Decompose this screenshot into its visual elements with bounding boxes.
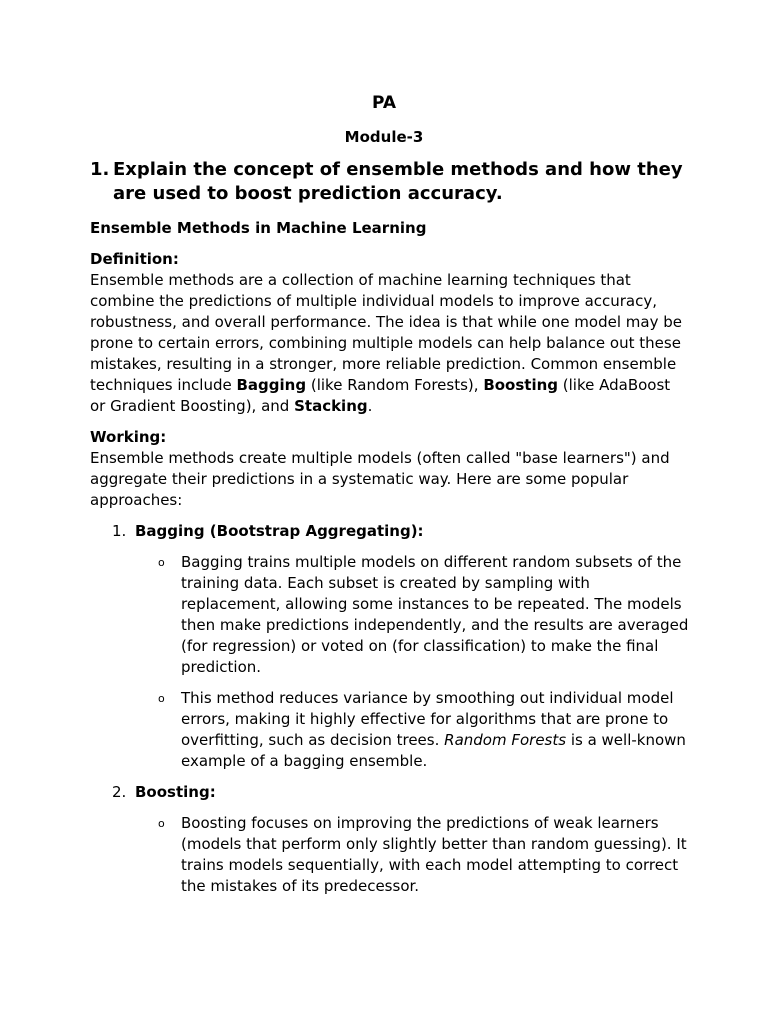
definition-block [90, 249, 690, 417]
question-line-2: are used to boost prediction accuracy. [113, 183, 503, 204]
definition-text-3: (like AdaBoost or Gradient Boosting), and [90, 376, 671, 415]
list-item [158, 688, 690, 772]
question-number: 1. [90, 159, 110, 180]
method-title: Bagging (Bootstrap Aggregating): [135, 522, 424, 540]
definition-paragraph [90, 270, 690, 417]
term-boosting: Boosting [483, 376, 559, 394]
page-subtitle: Module-3 [344, 128, 424, 146]
term-random-forests: Random Forests [444, 731, 567, 749]
definition-text-2: (like Random Forests), [306, 376, 484, 394]
bullet-text: Boosting focuses on improving the predictions of weak learners (models that perform only slightly better than random guessing). It trains models sequentially, with each model attempting to correct the mistakes of its predecessor. [181, 814, 687, 895]
method-number: 1. [112, 522, 127, 540]
working-label: Working: [90, 428, 167, 446]
working-block [90, 427, 690, 511]
method-number: 2. [112, 783, 127, 801]
bullet-marker: o [158, 817, 165, 830]
term-bagging: Bagging [236, 376, 307, 394]
method-item-boosting [90, 782, 690, 897]
methods-list [90, 521, 690, 897]
working-paragraph: Ensemble methods create multiple models (often called "base learners") and aggregate their predictions in a systematic way. Here are some popular approaches: [90, 449, 670, 509]
term-stacking: Stacking [294, 397, 368, 415]
bullet-list [90, 813, 690, 897]
method-heading [90, 521, 690, 542]
section-heading: Ensemble Methods in Machine Learning [90, 219, 427, 237]
question-text [113, 158, 683, 206]
bullet-marker: o [158, 692, 165, 705]
list-item [158, 552, 690, 678]
question-heading [90, 158, 690, 206]
bullet-list [90, 552, 690, 772]
method-item-bagging [90, 521, 690, 772]
definition-label: Definition: [90, 250, 179, 268]
bullet-text-part: is a well-known example of a bagging ensemble. [181, 731, 686, 770]
method-title: Boosting: [135, 783, 216, 801]
document-body [90, 158, 690, 907]
bullet-marker: o [158, 556, 165, 569]
question-line-1: Explain the concept of ensemble methods and how they [113, 159, 683, 180]
page-title: PA [371, 93, 397, 113]
method-heading [90, 782, 690, 803]
list-item [158, 813, 690, 897]
definition-text-1: Ensemble methods are a collection of machine learning techniques that combine the predictions of multiple individual models to improve accuracy, robustness, and overall performance. The idea is that while one model may be prone to certain errors, combining multiple models can help balance out these mistakes, resulting in a stronger, more reliable prediction. Common ensemble techniques include [90, 271, 682, 394]
bullet-text [181, 688, 690, 772]
definition-text-4: . [367, 397, 373, 415]
bullet-text: Bagging trains multiple models on different random subsets of the training data. Each subset is created by sampling with replacement, allowing some instances to be repeated. The models then make predictions independently, and the results are averaged (for regression) or voted on (for classification) to make the final prediction. [181, 553, 689, 676]
bullet-text-part: This method reduces variance by smoothing out individual model errors, making it highly effective for algorithms that are prone to overfitting, such as decision trees. [181, 689, 674, 749]
